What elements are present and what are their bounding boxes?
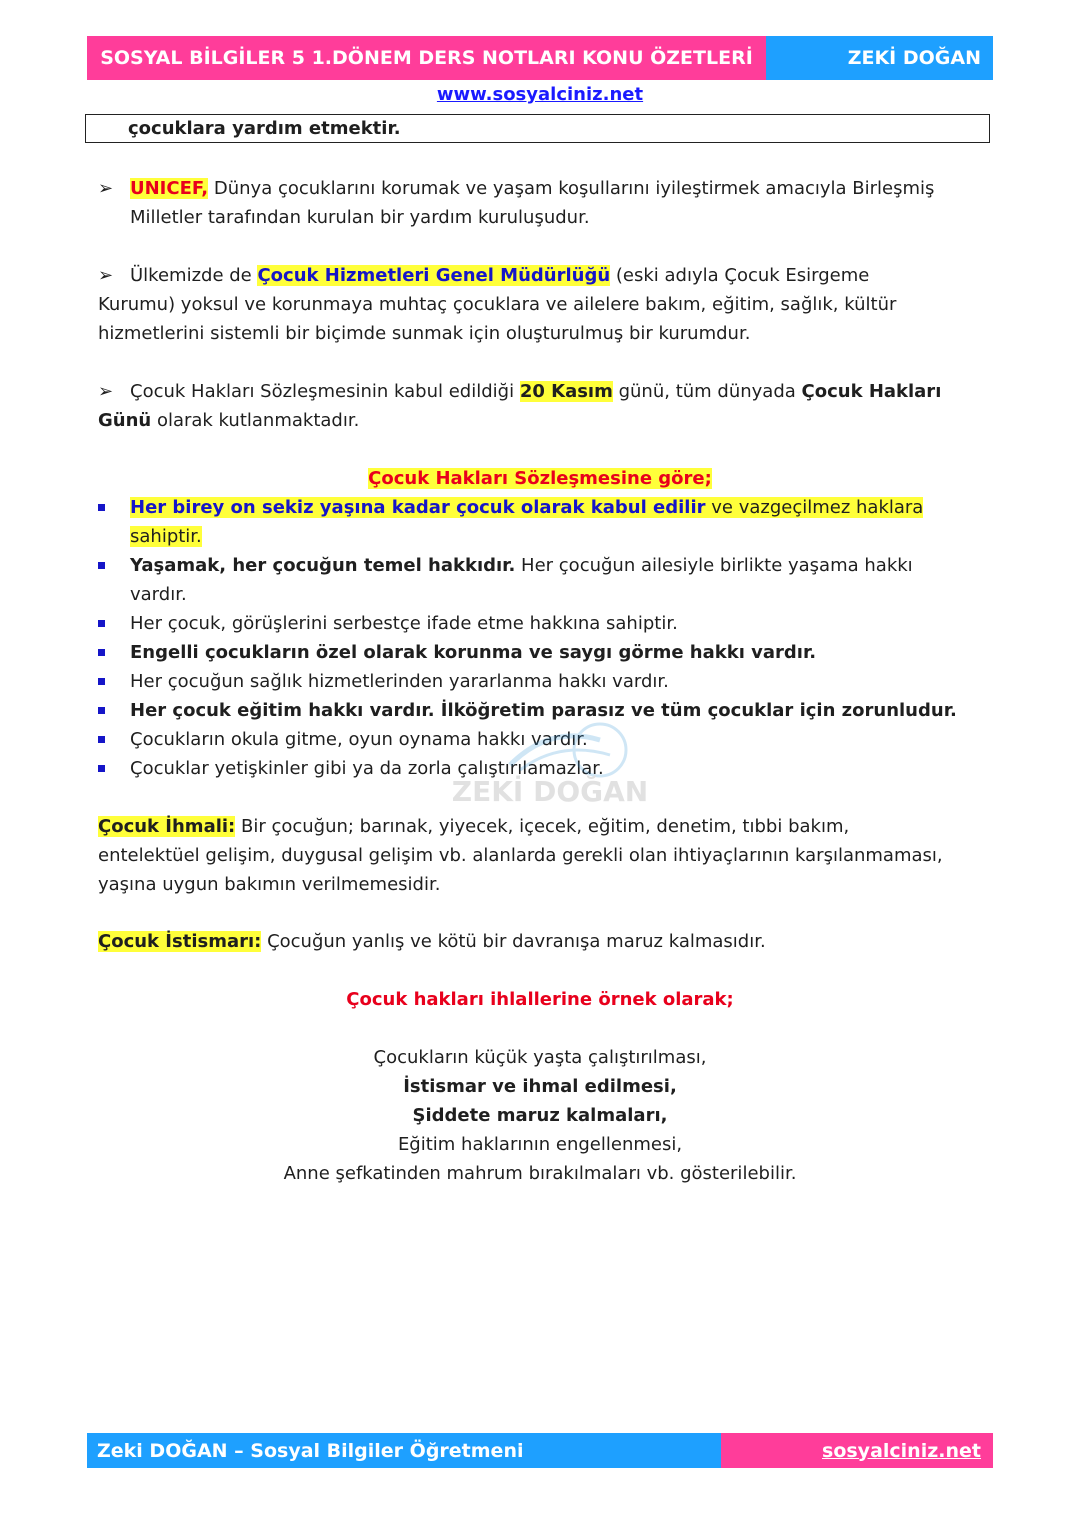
- chgm-paragraph: [98, 261, 988, 348]
- ihmal-line-1: Bir çocuğun; barınak, yiyecek, içecek, eğitim, denetim, tıbbi bakım,: [235, 816, 850, 837]
- boxed-line: çocuklara yardım etmektir.: [85, 114, 990, 143]
- square-bullet-icon: [98, 678, 105, 685]
- chgm-pre: Ülkemizde de: [130, 265, 258, 286]
- watermark-text: ZEKİ DOĞAN: [451, 775, 649, 808]
- istismar-paragraph: [98, 927, 988, 956]
- square-bullet-icon: [98, 736, 105, 743]
- footer-site-link[interactable]: sosyalciniz.net: [721, 1433, 993, 1468]
- chgm-line-2: Kurumu) yoksul ve korunmaya muhtaç çocuklara ve ailelere bakım, eğitim, sağlık, kültür: [98, 294, 897, 315]
- list-item: [98, 551, 988, 609]
- page-footer: [87, 1433, 993, 1468]
- arrow-bullet-icon: ➢: [98, 381, 114, 402]
- chgm-post: (eski adıyla Çocuk Esirgeme: [610, 265, 870, 286]
- unicef-term: UNICEF,: [130, 178, 209, 199]
- header-author: ZEKİ DOĞAN: [766, 36, 993, 80]
- right-8: Çocuklar yetişkinler gibi ya da zorla çalıştırılamazlar.: [130, 758, 604, 779]
- section-title: Çocuk Hakları Sözleşmesine göre;: [368, 468, 712, 489]
- chgm-line-3: hizmetlerini sistemli bir biçimde sunmak için oluşturulmuş bir kurumdur.: [98, 323, 751, 344]
- chgm-term: Çocuk Hizmetleri Genel Müdürlüğü: [257, 265, 611, 286]
- list-item: [98, 667, 988, 696]
- right-1-line-2: sahiptir.: [130, 526, 202, 547]
- square-bullet-icon: [98, 504, 105, 511]
- unicef-paragraph: [98, 174, 988, 232]
- kasim-paragraph: [98, 377, 988, 435]
- kasim-pre: Çocuk Hakları Sözleşmesinin kabul edildiği: [130, 381, 520, 402]
- right-2-line-2: vardır.: [130, 584, 187, 605]
- example-4: Eğitim haklarının engellenmesi,: [397, 1134, 683, 1155]
- kasim-date: 20 Kasım: [519, 381, 613, 402]
- arrow-bullet-icon: ➢: [98, 265, 114, 286]
- square-bullet-icon: [98, 707, 105, 714]
- footer-author: Zeki DOĞAN – Sosyal Bilgiler Öğretmeni: [87, 1433, 721, 1468]
- right-3: Her çocuk, görüşlerini serbestçe ifade etme hakkına sahiptir.: [130, 613, 678, 634]
- list-item: [98, 493, 988, 551]
- examples-list: [0, 1043, 1080, 1188]
- square-bullet-icon: [98, 649, 105, 656]
- right-2-rest: Her çocuğun ailesiyle birlikte yaşama hakkı: [515, 555, 913, 576]
- ihmal-paragraph: [98, 812, 988, 899]
- list-item: [98, 638, 988, 667]
- example-3: Şiddete maruz kalmaları,: [412, 1105, 668, 1126]
- kasim-bold-1: Çocuk Hakları: [801, 381, 942, 402]
- examples-title: Çocuk hakları ihlallerine örnek olarak;: [346, 989, 734, 1010]
- watermark-swoosh-icon: [440, 720, 660, 780]
- example-1: Çocukların küçük yaşta çalıştırılması,: [373, 1047, 707, 1068]
- square-bullet-icon: [98, 765, 105, 772]
- square-bullet-icon: [98, 562, 105, 569]
- right-5: Her çocuğun sağlık hizmetlerinden yararlanma hakkı vardır.: [130, 671, 669, 692]
- istismar-text: Çocuğun yanlış ve kötü bir davranışa maruz kalmasıdır.: [261, 931, 766, 952]
- square-bullet-icon: [98, 620, 105, 627]
- unicef-text: Dünya çocuklarını korumak ve yaşam koşullarını iyileştirmek amacıyla Birleşmiş: [208, 178, 935, 199]
- ihmal-term: Çocuk İhmali:: [98, 816, 236, 837]
- ihmal-line-3: yaşına uygun bakımın verilmemesidir.: [98, 874, 441, 895]
- kasim-bold-2: Günü: [98, 410, 152, 431]
- example-5: Anne şefkatinden mahrum bırakılmaları vb. gösterilebilir.: [283, 1163, 797, 1184]
- site-link[interactable]: www.sosyalciniz.net: [436, 84, 644, 105]
- examples-title-wrap: [0, 985, 1080, 1014]
- ihmal-line-2: entelektüel gelişim, duygusal gelişim vb. alanlarda gerekli olan ihtiyaçlarının karşılanmaması,: [98, 845, 943, 866]
- right-7: Çocukların okula gitme, oyun oynama hakkı vardır.: [130, 729, 588, 750]
- example-2: İstismar ve ihmal edilmesi,: [403, 1076, 677, 1097]
- istismar-term: Çocuk İstismarı:: [98, 931, 262, 952]
- header-title: SOSYAL BİLGİLER 5 1.DÖNEM DERS NOTLARI KONU ÖZETLERİ: [87, 36, 766, 80]
- kasim-post: olarak kutlanmaktadır.: [151, 410, 360, 431]
- right-1-rest: ve vazgeçilmez haklara: [705, 497, 924, 518]
- arrow-bullet-icon: ➢: [98, 178, 114, 199]
- page-header: [87, 36, 993, 80]
- list-item: [98, 609, 988, 638]
- right-4: Engelli çocukların özel olarak korunma ve saygı görme hakkı vardır.: [130, 642, 817, 663]
- right-1-bold: Her birey on sekiz yaşına kadar çocuk olarak kabul edilir: [130, 497, 706, 518]
- right-2-bold: Yaşamak, her çocuğun temel hakkıdır.: [130, 555, 516, 576]
- right-6: Her çocuk eğitim hakkı vardır. İlköğretim parasız ve tüm çocuklar için zorunludur.: [130, 700, 957, 721]
- unicef-text-2: Milletler tarafından kurulan bir yardım kuruluşudur.: [130, 207, 590, 228]
- section-title-wrap: [0, 464, 1080, 493]
- kasim-mid: günü, tüm dünyada: [612, 381, 802, 402]
